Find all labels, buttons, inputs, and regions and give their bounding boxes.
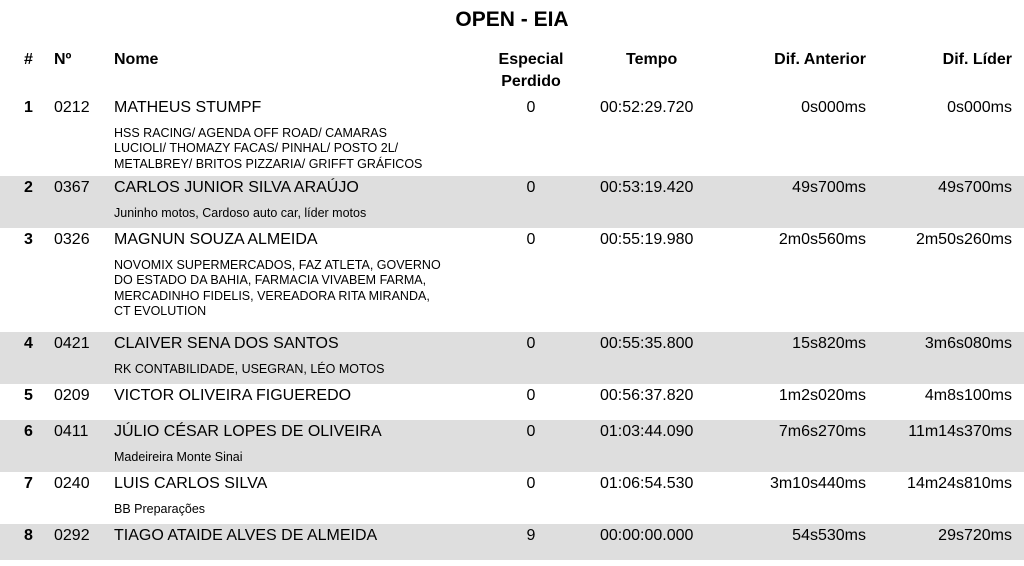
cell-dif-anterior: 15s820ms bbox=[792, 335, 866, 352]
sponsor-line: DO ESTADO DA BAHIA, FARMACIA VIVABEM FARMA, bbox=[114, 273, 427, 288]
cell-dif-lider: 49s700ms bbox=[938, 179, 1012, 196]
cell-especial-perdido: 0 bbox=[526, 179, 536, 196]
cell-especial-perdido: 0 bbox=[526, 99, 536, 116]
header-especial-line2: Perdido bbox=[501, 73, 561, 90]
sponsor-line: RK CONTABILIDADE, USEGRAN, LÉO MOTOS bbox=[114, 362, 385, 376]
header-dif-anterior: Dif. Anterior bbox=[774, 51, 866, 68]
cell-dif-anterior: 1m2s020ms bbox=[778, 387, 866, 404]
cell-dif-anterior: 3m10s440ms bbox=[769, 475, 866, 492]
cell-dif-lider: 4m8s100ms bbox=[924, 387, 1012, 404]
cell-number: 0292 bbox=[54, 527, 90, 544]
cell-dif-anterior: 7m6s270ms bbox=[778, 423, 866, 440]
cell-dif-lider: 29s720ms bbox=[938, 527, 1012, 544]
table-header bbox=[0, 48, 1024, 96]
cell-tempo: 00:55:35.800 bbox=[600, 335, 694, 352]
cell-dif-anterior: 2m0s560ms bbox=[778, 231, 866, 248]
cell-tempo: 00:55:19.980 bbox=[600, 231, 694, 248]
sponsor-line: Madeireira Monte Sinai bbox=[114, 450, 243, 464]
cell-number: 0212 bbox=[54, 99, 90, 116]
sponsor-line: NOVOMIX SUPERMERCADOS, FAZ ATLETA, GOVERNO bbox=[114, 258, 441, 272]
sponsor-line: BB Preparações bbox=[114, 502, 206, 516]
cell-dif-lider: 3m6s080ms bbox=[924, 335, 1012, 352]
cell-position: 4 bbox=[24, 335, 33, 352]
cell-sponsors bbox=[114, 450, 474, 465]
header-name: Nome bbox=[114, 51, 159, 68]
cell-position: 8 bbox=[24, 527, 33, 544]
cell-tempo: 00:53:19.420 bbox=[600, 179, 694, 196]
cell-tempo: 01:06:54.530 bbox=[600, 475, 694, 492]
sponsor-line: LUCIOLI/ THOMAZY FACAS/ PINHAL/ POSTO 2L/ bbox=[114, 141, 399, 156]
cell-number: 0326 bbox=[54, 231, 90, 248]
cell-dif-lider: 0s000ms bbox=[947, 99, 1012, 116]
cell-rider-name: VICTOR OLIVEIRA FIGUEREDO bbox=[114, 387, 352, 404]
sponsor-line: HSS RACING/ AGENDA OFF ROAD/ CAMARAS bbox=[114, 126, 387, 140]
cell-sponsors bbox=[114, 206, 474, 221]
sponsor-line: CT EVOLUTION bbox=[114, 304, 207, 319]
header-especial bbox=[490, 49, 572, 93]
header-pos: # bbox=[24, 51, 33, 68]
cell-position: 7 bbox=[24, 475, 33, 492]
cell-position: 2 bbox=[24, 179, 33, 196]
table-body bbox=[0, 96, 1024, 560]
cell-sponsors bbox=[114, 258, 474, 320]
cell-number: 0411 bbox=[54, 423, 89, 440]
cell-tempo: 00:52:29.720 bbox=[600, 99, 694, 116]
header-especial-line1: Especial bbox=[498, 51, 564, 68]
cell-especial-perdido: 0 bbox=[526, 335, 536, 352]
cell-number: 0240 bbox=[54, 475, 90, 492]
cell-dif-lider: 14m24s810ms bbox=[907, 475, 1012, 492]
page-title: OPEN - EIA bbox=[455, 8, 569, 31]
table-row bbox=[0, 384, 1024, 420]
cell-especial-perdido: 0 bbox=[526, 387, 536, 404]
cell-tempo: 00:56:37.820 bbox=[600, 387, 694, 404]
cell-dif-lider: 11m14s370ms bbox=[908, 423, 1012, 440]
table-row bbox=[0, 420, 1024, 472]
cell-rider-name: CARLOS JUNIOR SILVA ARAÚJO bbox=[114, 179, 359, 196]
cell-position: 6 bbox=[24, 423, 33, 440]
cell-sponsors bbox=[114, 362, 474, 377]
cell-sponsors bbox=[114, 126, 474, 172]
cell-especial-perdido: 9 bbox=[526, 527, 536, 544]
header-num: Nº bbox=[54, 51, 72, 68]
cell-dif-anterior: 54s530ms bbox=[792, 527, 866, 544]
cell-rider-name: TIAGO ATAIDE ALVES DE ALMEIDA bbox=[114, 527, 378, 544]
cell-dif-anterior: 0s000ms bbox=[801, 99, 866, 116]
sponsor-line: METALBREY/ BRITOS PIZZARIA/ GRIFFT GRÁFICOS bbox=[114, 156, 423, 171]
cell-dif-anterior: 49s700ms bbox=[792, 179, 866, 196]
table-row bbox=[0, 176, 1024, 228]
table-row bbox=[0, 472, 1024, 524]
cell-number: 0209 bbox=[54, 387, 90, 404]
sponsor-line: MERCADINHO FIDELIS, VEREADORA RITA MIRANDA, bbox=[114, 288, 430, 303]
cell-position: 5 bbox=[24, 387, 33, 404]
cell-number: 0421 bbox=[54, 335, 90, 352]
cell-rider-name: MAGNUN SOUZA ALMEIDA bbox=[114, 231, 318, 248]
results-table bbox=[0, 48, 1024, 560]
cell-dif-lider: 2m50s260ms bbox=[915, 231, 1012, 248]
cell-tempo: 01:03:44.090 bbox=[600, 423, 694, 440]
cell-rider-name: MATHEUS STUMPF bbox=[114, 99, 262, 116]
cell-position: 3 bbox=[24, 231, 33, 248]
header-tempo: Tempo bbox=[626, 51, 678, 68]
cell-number: 0367 bbox=[54, 179, 90, 196]
cell-rider-name: CLAIVER SENA DOS SANTOS bbox=[114, 335, 339, 352]
cell-especial-perdido: 0 bbox=[526, 423, 536, 440]
table-row bbox=[0, 332, 1024, 384]
cell-especial-perdido: 0 bbox=[526, 231, 536, 248]
table-row bbox=[0, 524, 1024, 560]
header-dif-lider: Dif. Líder bbox=[942, 51, 1012, 68]
cell-sponsors bbox=[114, 502, 474, 517]
cell-rider-name: JÚLIO CÉSAR LOPES DE OLIVEIRA bbox=[114, 423, 382, 440]
sponsor-line: Juninho motos, Cardoso auto car, líder motos bbox=[114, 206, 367, 220]
cell-especial-perdido: 0 bbox=[526, 475, 536, 492]
cell-rider-name: LUIS CARLOS SILVA bbox=[114, 475, 268, 492]
cell-position: 1 bbox=[24, 99, 33, 116]
cell-tempo: 00:00:00.000 bbox=[600, 527, 694, 544]
table-row bbox=[0, 228, 1024, 332]
table-row bbox=[0, 96, 1024, 176]
